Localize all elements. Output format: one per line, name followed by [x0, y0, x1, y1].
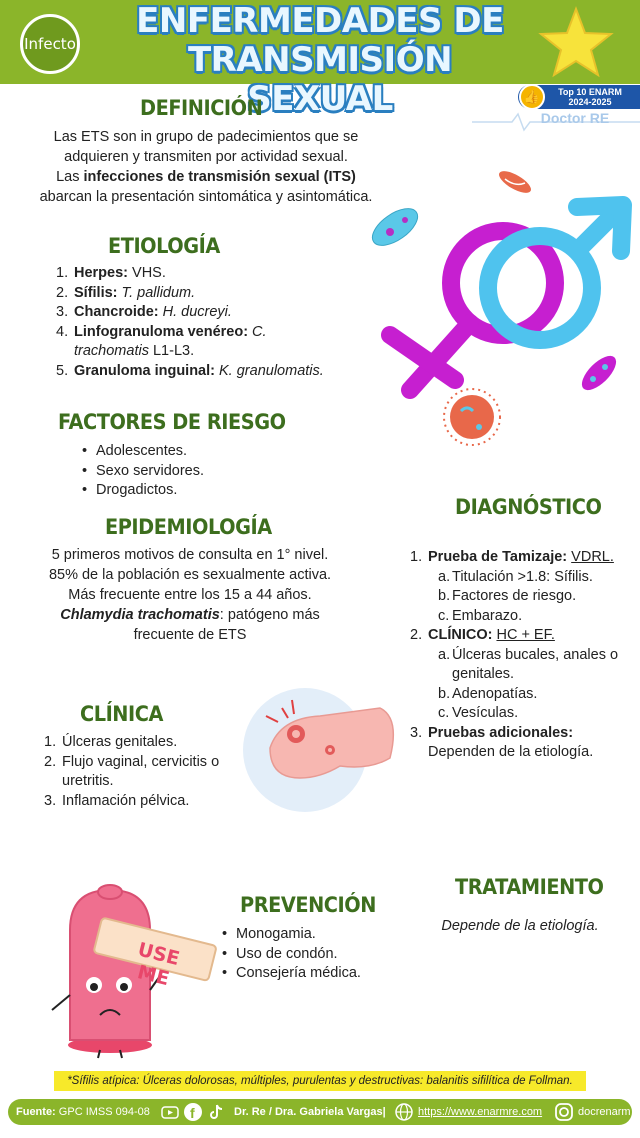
item-text: Dependen de la etiología. [428, 744, 594, 760]
sub-list-item [428, 704, 632, 724]
etiologia-list [56, 264, 346, 381]
definicion-line-2: adquieren y transmiten por actividad sexual. [64, 149, 348, 165]
item-number: 1. [56, 265, 69, 281]
epidemiologia-heading: EPIDEMIOLOGÍA [105, 515, 272, 539]
list-item [410, 626, 632, 724]
list-item [44, 792, 222, 812]
female-symbol-icon [390, 231, 555, 390]
item-italic: K. granulomatis. [214, 362, 324, 379]
definicion-heading: DEFINICIÓN [140, 96, 263, 120]
item-italic: H. ducreyi. [158, 304, 232, 320]
item-italic: T. pallidum. [117, 284, 196, 301]
item-bold: Sífilis: [74, 284, 118, 301]
footer-source [16, 1099, 150, 1125]
sub-text: Úlceras bucales, anales o genitales. [452, 646, 619, 682]
item-number: 3. [410, 724, 423, 741]
list-item: • Adolescentes. [82, 442, 282, 462]
item-bold: Granuloma inguinal: [74, 362, 215, 379]
list-item: • Sexo servidores. [82, 462, 282, 482]
tratamiento-text: Depende de la etiología. [441, 918, 599, 934]
item-text: Úlceras genitales. [62, 734, 178, 750]
list-item [56, 323, 294, 362]
doctor-re-brand: Doctor RE [540, 110, 610, 126]
item-bold: Linfogranuloma venéreo: [74, 323, 249, 340]
sub-number: a. [438, 646, 451, 663]
sub-list-item [428, 685, 632, 705]
sub-list [428, 646, 632, 724]
clinica-list [44, 733, 222, 811]
star-icon [538, 6, 614, 78]
list-item [56, 284, 346, 304]
bacteria-small-icon [496, 167, 534, 197]
epi-line-5: frecuente de ETS [133, 627, 247, 643]
item-number: 3. [44, 792, 57, 809]
youtube-icon[interactable] [160, 1102, 180, 1122]
prevencion-heading: PREVENCIÓN [240, 893, 376, 917]
list-item: • Drogadictos. [82, 481, 282, 501]
sub-text: Adenopatías. [452, 685, 538, 702]
item-number: 1. [410, 549, 423, 565]
diagnostico-heading: DIAGNÓSTICO [455, 495, 602, 519]
item-bold: CLÍNICO: [428, 627, 493, 643]
logo-text: Infecto [24, 35, 76, 53]
sub-text: Factores de riesgo. [452, 588, 577, 604]
footer-handle: docrenarm [578, 1106, 631, 1118]
list-item [44, 753, 222, 792]
item-number: 3. [56, 304, 69, 320]
sub-list-item [428, 568, 632, 588]
thumbs-up-icon: 👍 [519, 84, 545, 110]
list-item: • Consejería médica. [222, 964, 422, 984]
bacteria-right-icon [576, 350, 621, 395]
virus-icon [444, 389, 500, 445]
infecto-logo [20, 14, 80, 74]
epi-line-4 [20, 605, 360, 625]
item-bold: Herpes: [74, 265, 128, 281]
tratamiento-heading: TRATAMIENTO [455, 875, 604, 899]
item-number: 2. [44, 753, 57, 770]
epidemiologia-text [20, 545, 360, 645]
tiktok-icon[interactable] [206, 1102, 226, 1122]
epi-line-2: 85% de la población es sexualmente activa. [48, 567, 332, 583]
item-number: 2. [410, 627, 423, 643]
item-text: VHS. [128, 265, 166, 281]
list-item [56, 264, 346, 284]
epi-line-4-italic: Chlamydia trachomatis [60, 607, 220, 623]
sub-list-item [428, 607, 632, 627]
item-bold: Prueba de Tamizaje: [428, 549, 568, 565]
footer-authors: Dr. Re / Dra. Gabriela Vargas| [234, 1106, 386, 1118]
definicion-line-3-bold: infecciones de transmisión sexual (ITS) [83, 169, 356, 185]
item-text: Inflamación pélvica. [62, 792, 190, 809]
atypical-syphilis-note: *Sífilis atípica: Úlceras dolorosas, múltiples, purulentas y destructivas: balanitis sifilítica de Follman. [54, 1071, 586, 1091]
list-item [56, 303, 346, 323]
item-number: 1. [44, 734, 57, 750]
sub-text: Embarazo. [452, 607, 523, 624]
title-line-1: ENFERMEDADES DE [136, 1, 504, 41]
sub-number: c. [438, 607, 450, 624]
definicion-line-4: abarcan la presentación sintomática y asintomática. [39, 189, 373, 205]
sub-number: b. [438, 588, 451, 604]
factores-list [82, 442, 282, 501]
sub-number: c. [438, 705, 450, 721]
globe-icon [394, 1102, 414, 1122]
list-item [410, 724, 632, 763]
definicion-line-1: Las ETS son in grupo de padecimientos que se [53, 129, 359, 145]
badge-line-2: 2024-2025 [568, 97, 612, 107]
epi-line-3: Más frecuente entre los 15 a 44 años. [68, 587, 312, 603]
item-text: L1-L3. [148, 343, 195, 359]
list-item [44, 733, 222, 753]
item-bold: Chancroide: [74, 304, 159, 320]
item-underlined: VDRL. [571, 549, 614, 565]
definicion-line-3 [20, 167, 392, 187]
badge-line-1: Top 10 ENARM [558, 87, 622, 97]
clinica-heading: CLÍNICA [80, 702, 163, 726]
facebook-icon[interactable] [183, 1102, 203, 1122]
sub-text: Titulación >1.8: Sífilis. [452, 568, 593, 585]
title-line-2: TRANSMISIÓN SEXUAL [187, 40, 453, 119]
item-text: Flujo vaginal, cervicitis o uretritis. [62, 753, 220, 789]
sub-list-item [428, 587, 632, 607]
svg-text:f: f [190, 1105, 195, 1121]
sub-number: b. [438, 685, 451, 702]
source-value: GPC IMSS 094-08 [58, 1106, 150, 1118]
item-number: 2. [56, 284, 69, 301]
lesion-illustration [240, 678, 400, 828]
instagram-icon[interactable] [554, 1102, 574, 1122]
condom-label: USE ME [135, 938, 182, 991]
list-item: • Uso de condón. [222, 945, 422, 965]
sub-number: a. [438, 568, 451, 585]
list-item [56, 362, 346, 382]
list-item [410, 548, 632, 626]
epi-line-4-rest: : patógeno más [219, 607, 320, 623]
definicion-text [20, 127, 392, 207]
diagnostico-list [410, 548, 632, 763]
item-number: 5. [56, 362, 69, 379]
item-italic: C. trachomatis [74, 323, 267, 359]
prevencion-list [222, 925, 422, 984]
etiologia-heading: ETIOLOGÍA [108, 234, 220, 258]
source-label: Fuente: [16, 1106, 56, 1118]
item-number: 4. [56, 323, 69, 340]
footer-bar [8, 1099, 632, 1125]
website-link[interactable]: https://www.enarmre.com [418, 1106, 543, 1118]
item-underlined: HC + EF. [496, 627, 555, 643]
bacteria-icon [366, 201, 424, 252]
factores-heading: FACTORES DE RIESGO [58, 410, 286, 434]
item-bold: Pruebas adicionales: [428, 724, 574, 741]
epi-line-1: 5 primeros motivos de consulta en 1° nivel. [51, 547, 329, 563]
sub-list-item [428, 646, 632, 685]
sub-text: Vesículas. [452, 705, 519, 721]
list-item: • Monogamia. [222, 925, 422, 945]
sub-list [428, 568, 632, 627]
gender-symbols-illustration [355, 165, 640, 455]
definicion-line-3-pre: Las [56, 169, 84, 185]
